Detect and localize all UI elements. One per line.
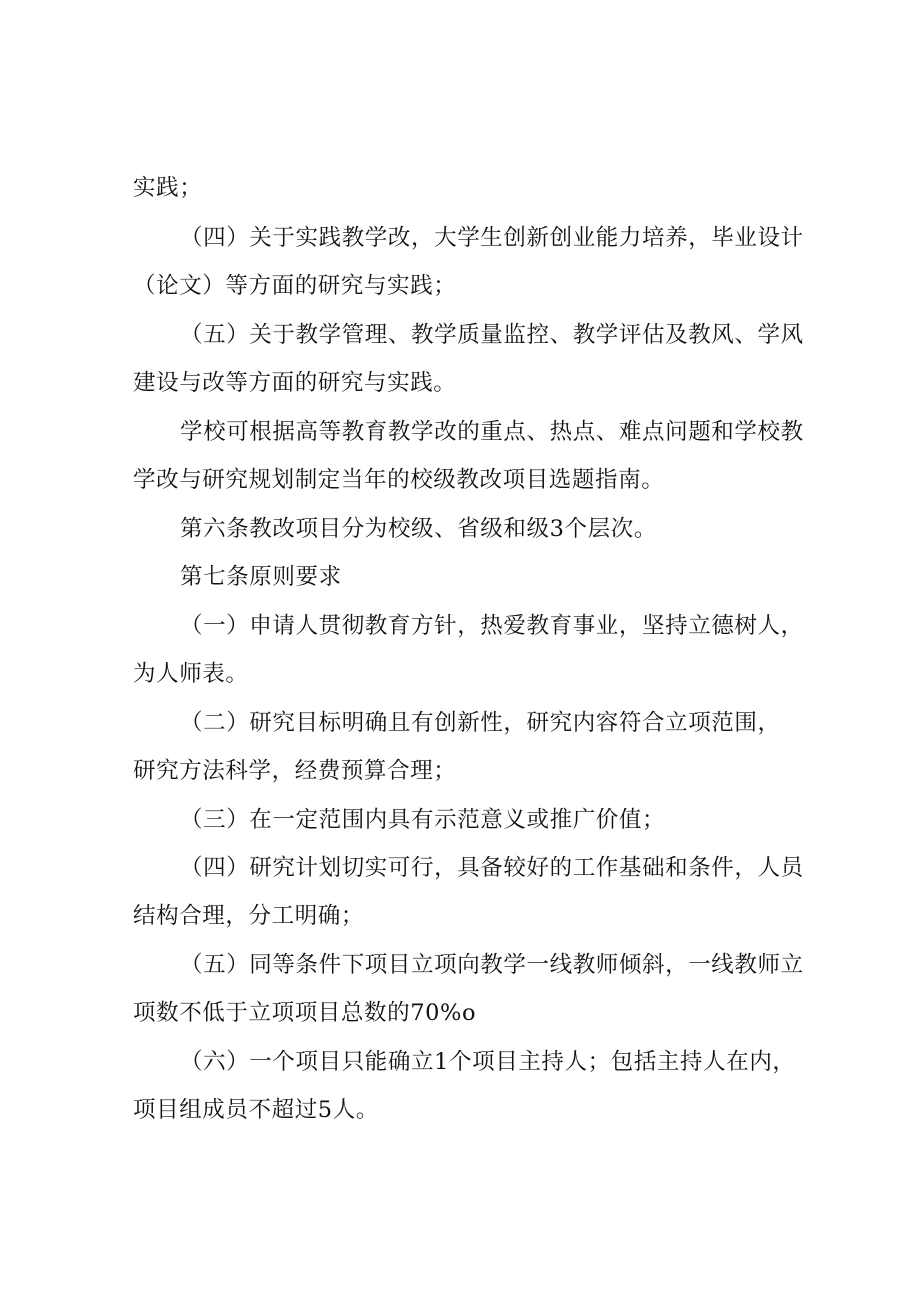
paragraph-line: 结构合理，分工明确；: [133, 903, 365, 929]
paragraph-line: 研究方法科学，经费预算合理；: [133, 758, 457, 784]
paragraph-line: [0, 1042, 920, 1082]
paragraph-line: 实践；: [133, 175, 203, 201]
line-text: 学校可根据高等教育教学改的重点、热点、难点问题和学校教: [180, 419, 804, 445]
paragraph-line: [0, 218, 920, 258]
paragraph-line: 建设与改等方面的研究与实践。: [133, 370, 457, 396]
paragraph-line: （二）研究目标明确且有创新性，研究内容符合立项范围，: [180, 710, 781, 736]
paragraph-line: 第七条原则要求: [180, 564, 342, 590]
paragraph-line: 为人师表。: [133, 661, 249, 687]
paragraph-line: （论文）等方面的研究与实践；: [133, 273, 457, 299]
line-text: （一）申请人贯彻教育方针，热爱教育事业，坚持立德树人，: [180, 613, 804, 639]
paragraph-line: 学改与研究规划制定当年的校级教改项目选题指南。: [133, 467, 665, 493]
paragraph-line: [0, 412, 920, 452]
line-text: （五）关于教学管理、教学质量监控、教学评估及教风、学风: [180, 322, 804, 348]
paragraph-line: （三）在一定范围内具有示范意义或推广价值；: [180, 807, 666, 833]
line-text: （四）关于实践教学改，大学生创新创业能力培养，毕业设计: [180, 225, 804, 251]
paragraph-line: 第六条教改项目分为校级、省级和级3个层次。: [180, 516, 657, 542]
paragraph-line: 项目组成员不超过5人。: [133, 1097, 379, 1123]
paragraph-line: [0, 606, 920, 646]
line-text: （六）一个项目只能确立1个项目主持人；包括主持人在内，: [180, 1049, 796, 1075]
paragraph-line: [0, 945, 920, 985]
line-text: （四）研究计划切实可行，具备较好的工作基础和条件，人员: [180, 855, 804, 881]
paragraph-line: [0, 315, 920, 355]
paragraph-line: [0, 848, 920, 888]
paragraph-line: 项数不低于立项项目总数的70%o: [133, 1000, 477, 1026]
line-text: （五）同等条件下项目立项向教学一线教师倾斜，一线教师立: [180, 952, 804, 978]
